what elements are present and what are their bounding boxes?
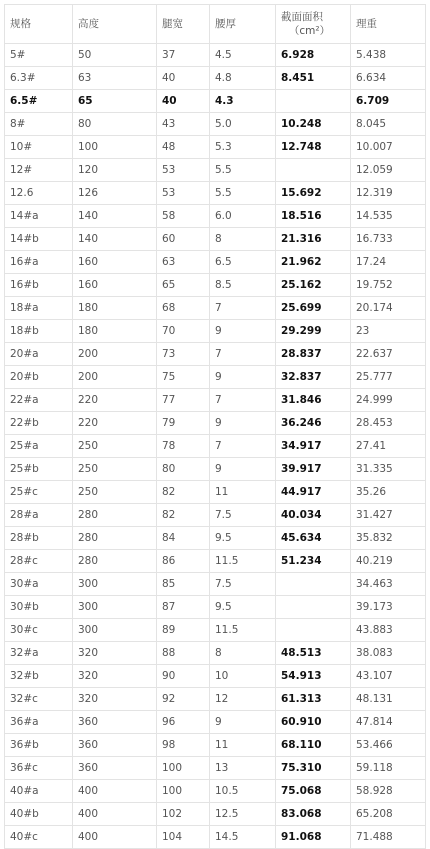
table-body [5,44,426,849]
cell-theoretical-weight: 47.814 [351,711,426,734]
cell-spec: 32#c [5,688,73,711]
cell-section-area: 83.068 [276,803,351,826]
cell-waist-thickness: 9 [210,458,276,481]
table-row [5,113,426,136]
cell-leg-width: 100 [157,757,210,780]
cell-waist-thickness: 9 [210,412,276,435]
cell-section-area: 34.917 [276,435,351,458]
cell-section-area: 60.910 [276,711,351,734]
cell-waist-thickness: 5.5 [210,159,276,182]
cell-height: 300 [73,573,157,596]
cell-waist-thickness: 6.5 [210,251,276,274]
cell-spec: 22#a [5,389,73,412]
cell-theoretical-weight: 6.709 [351,90,426,113]
cell-waist-thickness: 5.3 [210,136,276,159]
cell-section-area: 8.451 [276,67,351,90]
table-row [5,366,426,389]
table-row [5,734,426,757]
cell-leg-width: 53 [157,182,210,205]
cell-leg-width: 43 [157,113,210,136]
cell-theoretical-weight: 12.059 [351,159,426,182]
cell-theoretical-weight: 22.637 [351,343,426,366]
table-row [5,389,426,412]
cell-height: 120 [73,159,157,182]
cell-spec: 36#b [5,734,73,757]
cell-height: 360 [73,711,157,734]
header-waist-thickness: 腰厚 [210,5,276,44]
channel-steel-spec-table [4,4,426,849]
header-section-area-label: 截面面积 [281,11,323,23]
cell-waist-thickness: 7.5 [210,504,276,527]
header-section-area [276,5,351,44]
cell-leg-width: 92 [157,688,210,711]
cell-theoretical-weight: 20.174 [351,297,426,320]
header-theoretical-weight: 理重 [351,5,426,44]
header-row [5,5,426,44]
cell-waist-thickness: 10.5 [210,780,276,803]
cell-spec: 30#b [5,596,73,619]
cell-section-area: 54.913 [276,665,351,688]
spec-table-container [4,4,426,849]
table-row [5,780,426,803]
cell-spec: 40#b [5,803,73,826]
table-row [5,481,426,504]
table-row [5,320,426,343]
cell-theoretical-weight: 25.777 [351,366,426,389]
cell-section-area [276,596,351,619]
cell-spec: 22#b [5,412,73,435]
cell-waist-thickness: 11 [210,734,276,757]
cell-section-area: 10.248 [276,113,351,136]
cell-waist-thickness: 9 [210,320,276,343]
cell-spec: 36#c [5,757,73,780]
cell-waist-thickness: 9.5 [210,527,276,550]
cell-theoretical-weight: 24.999 [351,389,426,412]
cell-height: 300 [73,596,157,619]
cell-waist-thickness: 9 [210,366,276,389]
cell-theoretical-weight: 43.883 [351,619,426,642]
table-row [5,136,426,159]
cell-spec: 8# [5,113,73,136]
cell-theoretical-weight: 34.463 [351,573,426,596]
table-row [5,44,426,67]
cell-height: 320 [73,665,157,688]
header-section-area-unit: （cm²） [288,25,331,37]
cell-spec: 40#a [5,780,73,803]
cell-leg-width: 63 [157,251,210,274]
cell-section-area: 36.246 [276,412,351,435]
table-row [5,435,426,458]
table-row [5,596,426,619]
cell-section-area: 25.162 [276,274,351,297]
table-row [5,205,426,228]
cell-waist-thickness: 11 [210,481,276,504]
cell-leg-width: 77 [157,389,210,412]
cell-theoretical-weight: 12.319 [351,182,426,205]
cell-section-area: 32.837 [276,366,351,389]
table-row [5,251,426,274]
cell-height: 250 [73,435,157,458]
header-leg-width: 腿宽 [157,5,210,44]
header-spec: 规格 [5,5,73,44]
cell-section-area: 39.917 [276,458,351,481]
cell-spec: 28#a [5,504,73,527]
cell-theoretical-weight: 10.007 [351,136,426,159]
table-row [5,343,426,366]
cell-waist-thickness: 9 [210,711,276,734]
table-row [5,159,426,182]
cell-leg-width: 53 [157,159,210,182]
cell-leg-width: 48 [157,136,210,159]
cell-theoretical-weight: 14.535 [351,205,426,228]
cell-waist-thickness: 7 [210,389,276,412]
cell-leg-width: 86 [157,550,210,573]
cell-height: 180 [73,320,157,343]
cell-leg-width: 37 [157,44,210,67]
table-row [5,688,426,711]
cell-waist-thickness: 8.5 [210,274,276,297]
cell-section-area: 6.928 [276,44,351,67]
cell-leg-width: 84 [157,527,210,550]
cell-leg-width: 82 [157,481,210,504]
table-row [5,527,426,550]
cell-height: 400 [73,803,157,826]
cell-waist-thickness: 11.5 [210,550,276,573]
cell-spec: 18#b [5,320,73,343]
cell-theoretical-weight: 31.335 [351,458,426,481]
cell-height: 126 [73,182,157,205]
cell-section-area: 18.516 [276,205,351,228]
cell-leg-width: 79 [157,412,210,435]
cell-spec: 12# [5,159,73,182]
table-row [5,412,426,435]
cell-theoretical-weight: 48.131 [351,688,426,711]
cell-leg-width: 68 [157,297,210,320]
cell-leg-width: 100 [157,780,210,803]
cell-waist-thickness: 5.0 [210,113,276,136]
cell-waist-thickness: 14.5 [210,826,276,849]
cell-height: 140 [73,205,157,228]
table-row [5,711,426,734]
cell-waist-thickness: 5.5 [210,182,276,205]
cell-leg-width: 75 [157,366,210,389]
cell-section-area: 21.316 [276,228,351,251]
cell-section-area: 51.234 [276,550,351,573]
cell-section-area: 75.310 [276,757,351,780]
cell-theoretical-weight: 35.26 [351,481,426,504]
cell-height: 50 [73,44,157,67]
table-row [5,619,426,642]
cell-spec: 36#a [5,711,73,734]
table-row [5,182,426,205]
cell-section-area: 44.917 [276,481,351,504]
cell-height: 80 [73,113,157,136]
cell-spec: 25#c [5,481,73,504]
cell-spec: 6.5# [5,90,73,113]
cell-height: 280 [73,504,157,527]
cell-theoretical-weight: 27.41 [351,435,426,458]
table-row [5,757,426,780]
cell-waist-thickness: 12 [210,688,276,711]
cell-leg-width: 104 [157,826,210,849]
cell-waist-thickness: 12.5 [210,803,276,826]
cell-height: 160 [73,251,157,274]
cell-height: 220 [73,389,157,412]
cell-leg-width: 89 [157,619,210,642]
cell-waist-thickness: 8 [210,228,276,251]
cell-leg-width: 88 [157,642,210,665]
cell-spec: 28#c [5,550,73,573]
cell-leg-width: 73 [157,343,210,366]
cell-section-area: 21.962 [276,251,351,274]
cell-height: 100 [73,136,157,159]
cell-waist-thickness: 4.5 [210,44,276,67]
cell-spec: 20#b [5,366,73,389]
cell-height: 280 [73,527,157,550]
cell-spec: 32#b [5,665,73,688]
cell-leg-width: 65 [157,274,210,297]
cell-spec: 25#a [5,435,73,458]
cell-spec: 14#a [5,205,73,228]
cell-spec: 6.3# [5,67,73,90]
cell-leg-width: 90 [157,665,210,688]
table-row [5,573,426,596]
cell-theoretical-weight: 5.438 [351,44,426,67]
cell-waist-thickness: 8 [210,642,276,665]
cell-height: 63 [73,67,157,90]
cell-leg-width: 98 [157,734,210,757]
cell-leg-width: 60 [157,228,210,251]
table-header [5,5,426,44]
header-height: 高度 [73,5,157,44]
cell-theoretical-weight: 39.173 [351,596,426,619]
cell-section-area: 45.634 [276,527,351,550]
table-row [5,297,426,320]
cell-section-area: 75.068 [276,780,351,803]
cell-height: 320 [73,688,157,711]
cell-theoretical-weight: 16.733 [351,228,426,251]
cell-spec: 12.6 [5,182,73,205]
cell-section-area: 61.313 [276,688,351,711]
table-row [5,90,426,113]
cell-waist-thickness: 6.0 [210,205,276,228]
cell-leg-width: 87 [157,596,210,619]
cell-section-area: 25.699 [276,297,351,320]
cell-section-area: 29.299 [276,320,351,343]
cell-spec: 16#b [5,274,73,297]
cell-spec: 32#a [5,642,73,665]
cell-height: 400 [73,826,157,849]
cell-theoretical-weight: 35.832 [351,527,426,550]
cell-theoretical-weight: 65.208 [351,803,426,826]
cell-spec: 5# [5,44,73,67]
cell-leg-width: 40 [157,90,210,113]
cell-spec: 30#c [5,619,73,642]
cell-height: 360 [73,757,157,780]
cell-theoretical-weight: 31.427 [351,504,426,527]
cell-theoretical-weight: 43.107 [351,665,426,688]
cell-theoretical-weight: 17.24 [351,251,426,274]
cell-waist-thickness: 9.5 [210,596,276,619]
cell-height: 250 [73,458,157,481]
cell-height: 160 [73,274,157,297]
table-row [5,458,426,481]
cell-height: 180 [73,297,157,320]
cell-height: 200 [73,343,157,366]
cell-section-area: 28.837 [276,343,351,366]
cell-leg-width: 78 [157,435,210,458]
cell-height: 250 [73,481,157,504]
cell-waist-thickness: 7 [210,343,276,366]
cell-leg-width: 85 [157,573,210,596]
cell-section-area: 40.034 [276,504,351,527]
cell-waist-thickness: 13 [210,757,276,780]
cell-spec: 14#b [5,228,73,251]
cell-section-area: 15.692 [276,182,351,205]
cell-leg-width: 58 [157,205,210,228]
cell-section-area: 12.748 [276,136,351,159]
cell-waist-thickness: 4.8 [210,67,276,90]
cell-section-area [276,90,351,113]
cell-spec: 16#a [5,251,73,274]
table-row [5,550,426,573]
cell-spec: 30#a [5,573,73,596]
cell-waist-thickness: 7 [210,435,276,458]
cell-section-area [276,573,351,596]
table-row [5,67,426,90]
cell-section-area: 68.110 [276,734,351,757]
cell-theoretical-weight: 38.083 [351,642,426,665]
cell-theoretical-weight: 40.219 [351,550,426,573]
cell-theoretical-weight: 28.453 [351,412,426,435]
cell-theoretical-weight: 53.466 [351,734,426,757]
table-row [5,228,426,251]
cell-height: 320 [73,642,157,665]
table-row [5,665,426,688]
cell-section-area: 31.846 [276,389,351,412]
cell-spec: 25#b [5,458,73,481]
cell-leg-width: 82 [157,504,210,527]
cell-theoretical-weight: 71.488 [351,826,426,849]
cell-spec: 20#a [5,343,73,366]
table-row [5,826,426,849]
cell-height: 200 [73,366,157,389]
cell-height: 400 [73,780,157,803]
cell-spec: 28#b [5,527,73,550]
cell-leg-width: 102 [157,803,210,826]
cell-spec: 40#c [5,826,73,849]
table-row [5,274,426,297]
cell-height: 140 [73,228,157,251]
cell-waist-thickness: 4.3 [210,90,276,113]
cell-height: 360 [73,734,157,757]
cell-theoretical-weight: 6.634 [351,67,426,90]
cell-section-area: 48.513 [276,642,351,665]
cell-waist-thickness: 11.5 [210,619,276,642]
table-row [5,803,426,826]
cell-theoretical-weight: 58.928 [351,780,426,803]
cell-section-area: 91.068 [276,826,351,849]
cell-spec: 18#a [5,297,73,320]
cell-theoretical-weight: 59.118 [351,757,426,780]
cell-theoretical-weight: 8.045 [351,113,426,136]
cell-section-area [276,619,351,642]
cell-height: 220 [73,412,157,435]
cell-leg-width: 70 [157,320,210,343]
cell-height: 300 [73,619,157,642]
cell-spec: 10# [5,136,73,159]
cell-waist-thickness: 7.5 [210,573,276,596]
table-row [5,504,426,527]
cell-leg-width: 40 [157,67,210,90]
cell-section-area [276,159,351,182]
table-row [5,642,426,665]
cell-theoretical-weight: 19.752 [351,274,426,297]
cell-leg-width: 96 [157,711,210,734]
cell-height: 65 [73,90,157,113]
cell-waist-thickness: 7 [210,297,276,320]
cell-theoretical-weight: 23 [351,320,426,343]
cell-leg-width: 80 [157,458,210,481]
cell-height: 280 [73,550,157,573]
cell-waist-thickness: 10 [210,665,276,688]
